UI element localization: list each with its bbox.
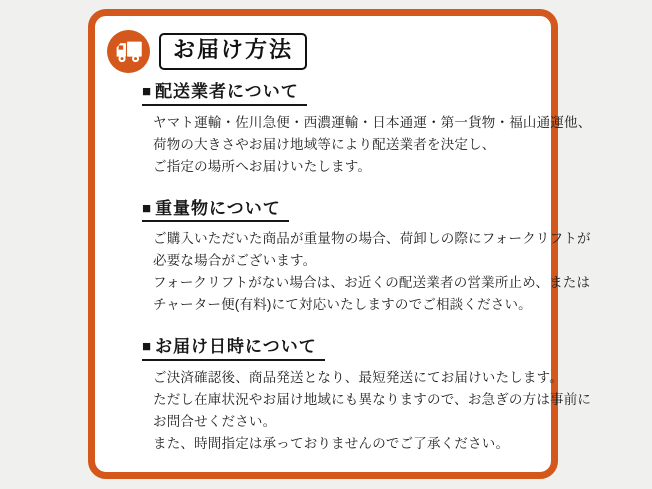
body-line: また、時間指定は承っておりませんのでご了承ください。: [153, 435, 510, 451]
section-heading-text: 配送業者について: [155, 82, 299, 101]
body-line: ヤマト運輸・佐川急便・西濃運輸・日本通運・第一貨物・福山通運他、: [153, 114, 592, 130]
delivery-truck-icon: [107, 30, 150, 73]
square-bullet-icon: ■: [142, 199, 153, 217]
page-title: お届け方法: [159, 33, 307, 69]
body-line: 荷物の大きさやお届け地域等により配送業者を決定し、: [153, 136, 496, 152]
body-line: お問合せください。: [153, 413, 277, 429]
section-body: [153, 367, 592, 455]
body-line: 必要な場合がございます。: [153, 253, 317, 269]
section-body: [153, 228, 591, 316]
square-bullet-icon: ■: [142, 83, 153, 100]
section-heading-text: 重量物について: [155, 198, 281, 218]
section-body: [153, 112, 592, 178]
body-line: ご決済確認後、商品発送となり、最短発送にてお届けいたします。: [153, 369, 563, 385]
panel-header: [107, 30, 539, 73]
section-delivery-date: [142, 316, 592, 455]
section-heavy-items: [142, 178, 591, 317]
body-line: フォークリフトがない場合は、お近くの配送業者の営業所止め、または: [153, 275, 591, 291]
section-heading-text: お届け日時について: [155, 337, 317, 357]
section-heading: [142, 337, 325, 361]
delivery-info-panel: [88, 9, 592, 479]
body-line: ご指定の場所へお届けいたします。: [153, 158, 372, 174]
section-heading: [142, 199, 289, 223]
body-line: チャーター便(有料)にて対応いたしますのでご相談ください。: [153, 297, 532, 313]
body-line: ただし在庫状況やお届け地域にも異なりますので、お急ぎの方は事前に: [153, 391, 592, 407]
body-line: ご購入いただいた商品が重量物の場合、荷卸しの際にフォークリフトが: [153, 231, 591, 247]
square-bullet-icon: ■: [142, 338, 153, 356]
section-shipping-carriers: [142, 73, 592, 178]
section-heading: [142, 82, 307, 106]
